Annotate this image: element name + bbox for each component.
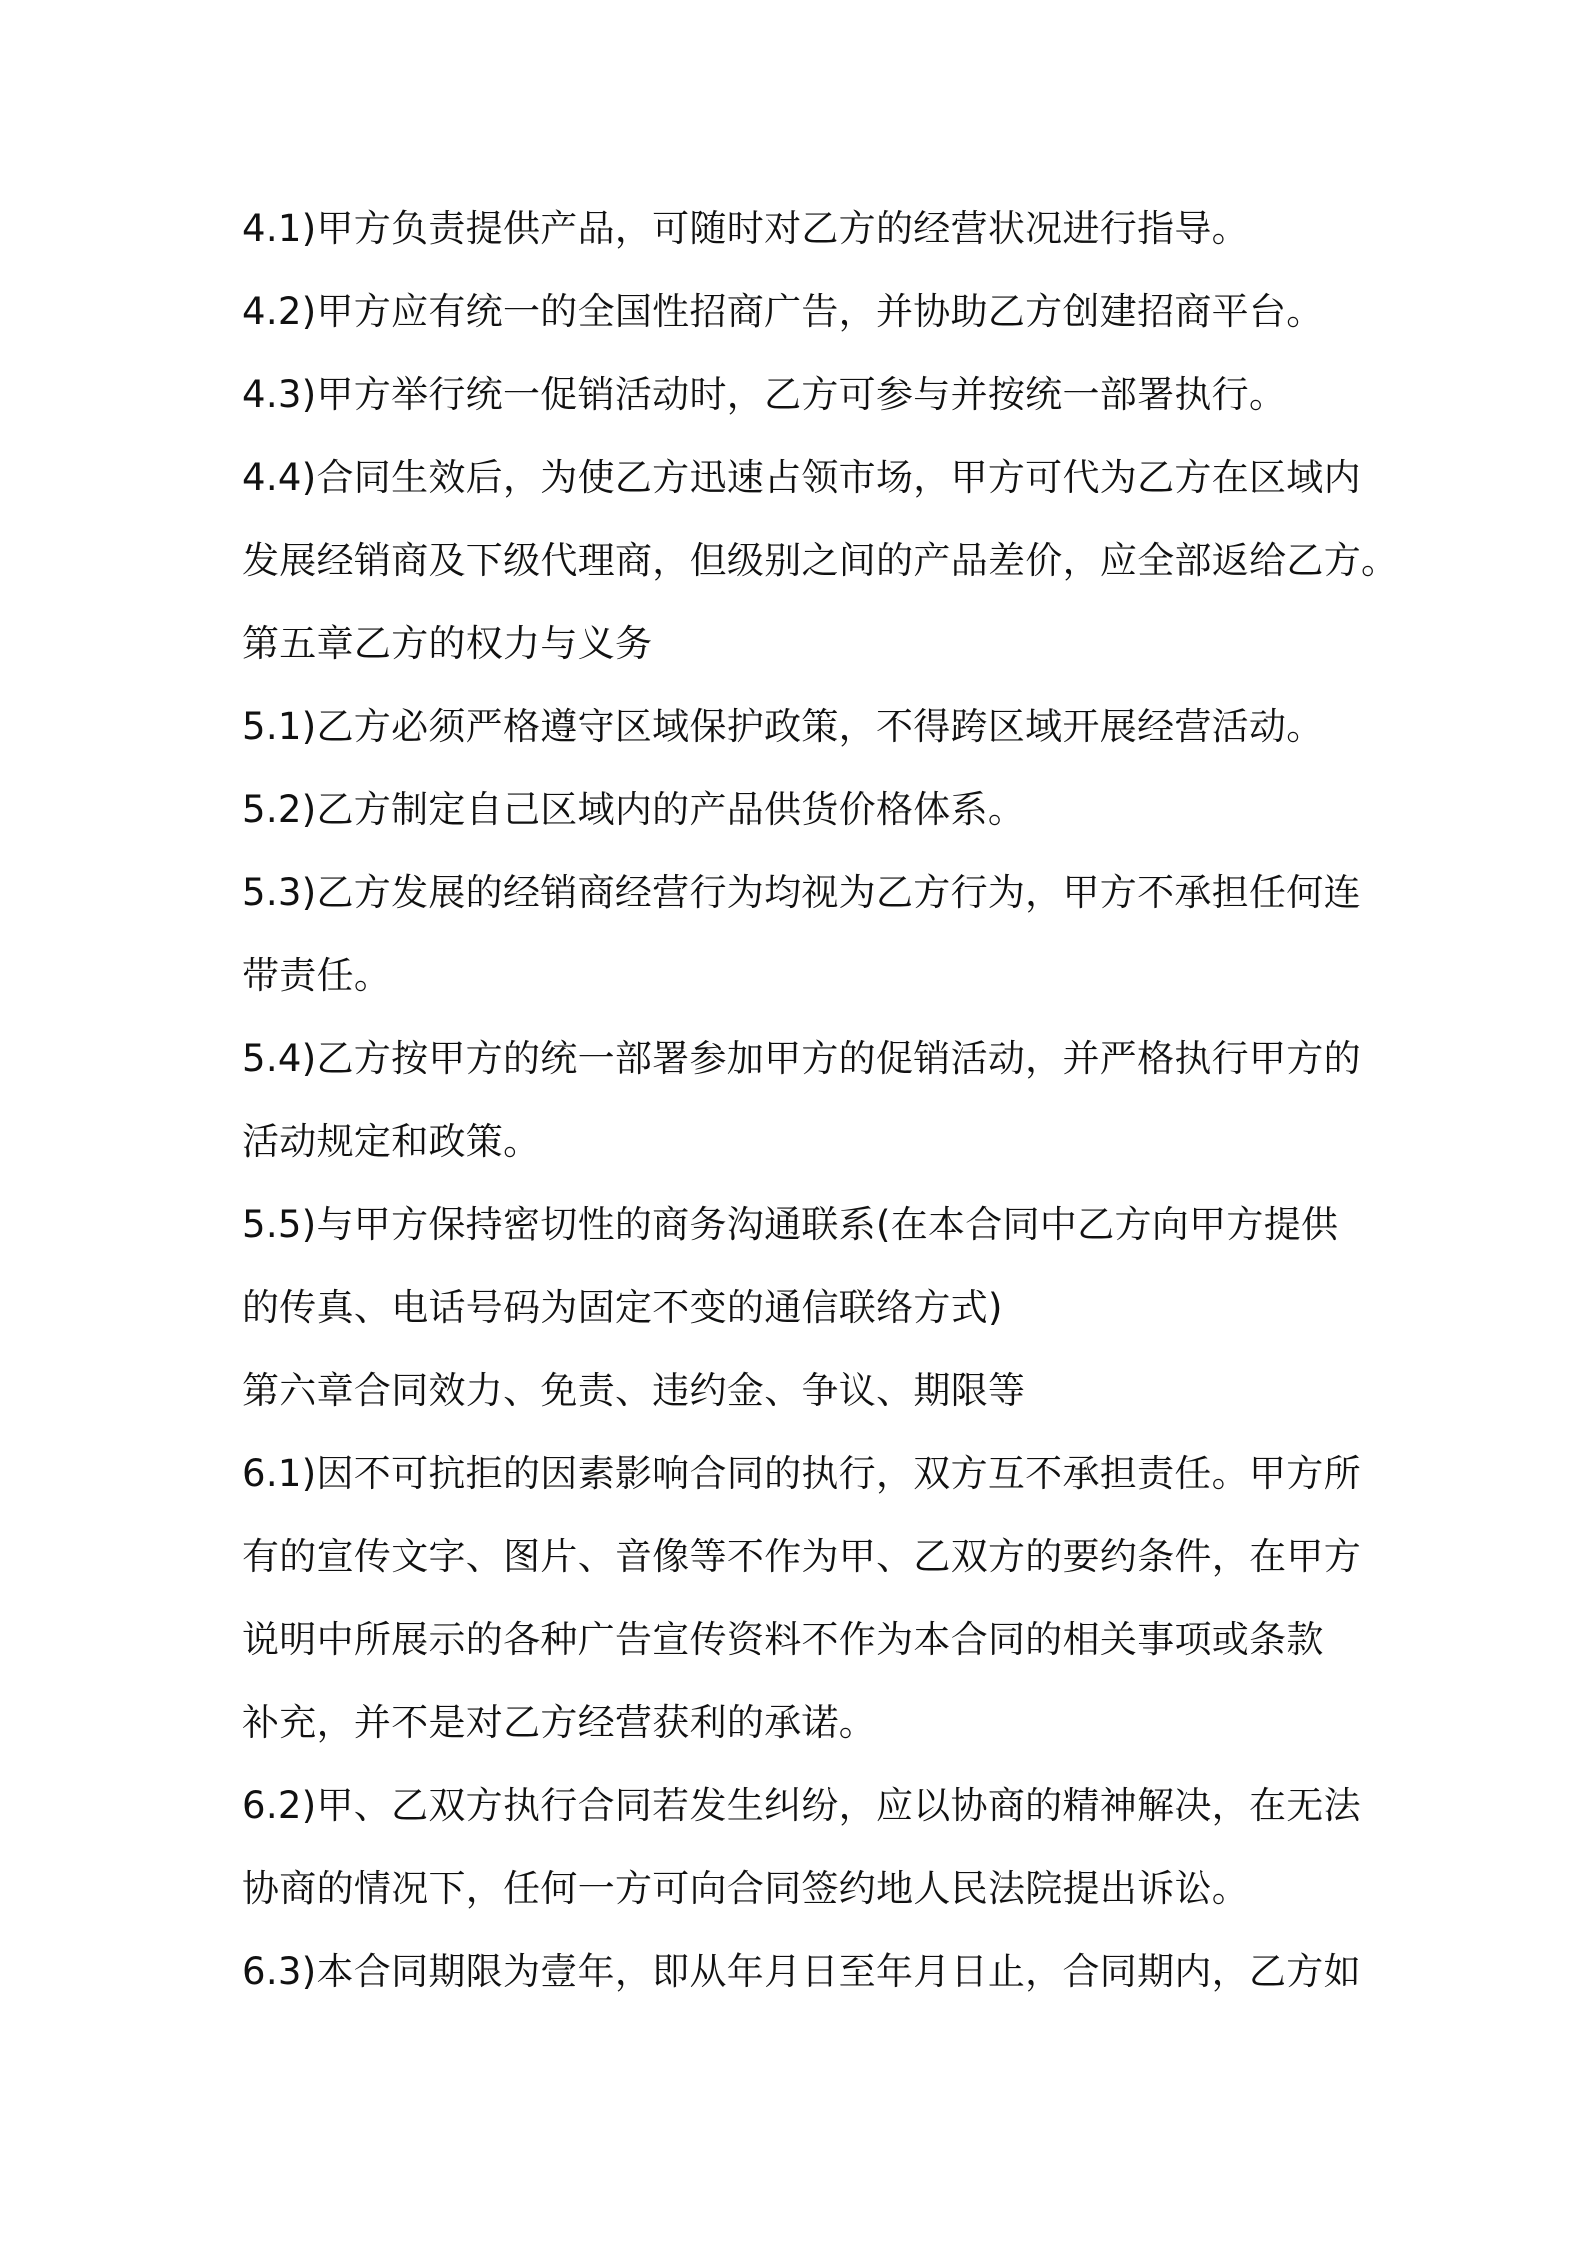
clause-4-3-line: 4.3)甲方举行统一促销活动时，乙方可参与并按统一部署执行。 xyxy=(242,373,1287,416)
clause-5-3-line-1: 5.3)乙方发展的经销商经营行为均视为乙方行为，甲方不承担任何连 xyxy=(242,871,1361,914)
clause-5-5-line-2: 的传真、电话号码为固定不变的通信联络方式) xyxy=(242,1286,1003,1329)
chapter-5-heading: 第五章乙方的权力与义务 xyxy=(242,622,653,665)
clause-5-4-line-2: 活动规定和政策。 xyxy=(242,1120,541,1163)
clause-4-4-line-1: 4.4)合同生效后，为使乙方迅速占领市场，甲方可代为乙方在区域内 xyxy=(242,456,1361,499)
chapter-6-heading: 第六章合同效力、免责、违约金、争议、期限等 xyxy=(242,1369,1026,1412)
clause-5-5-line-1: 5.5)与甲方保持密切性的商务沟通联系(在本合同中乙方向甲方提供 xyxy=(242,1203,1339,1246)
clause-6-3-line-1: 6.3)本合同期限为壹年，即从年月日至年月日止，合同期内，乙方如 xyxy=(242,1950,1361,1993)
document-page xyxy=(242,199,1399,2025)
clause-6-1-line-2: 有的宣传文字、图片、音像等不作为甲、乙双方的要约条件，在甲方 xyxy=(242,1535,1361,1578)
clause-4-2-line: 4.2)甲方应有统一的全国性招商广告，并协助乙方创建招商平台。 xyxy=(242,290,1324,333)
clause-6-1-line-1: 6.1)因不可抗拒的因素影响合同的执行，双方互不承担责任。甲方所 xyxy=(242,1452,1361,1495)
clause-5-2-line: 5.2)乙方制定自己区域内的产品供货价格体系。 xyxy=(242,788,1026,831)
clause-6-1-line-3: 说明中所展示的各种广告宣传资料不作为本合同的相关事项或条款 xyxy=(242,1618,1324,1661)
clause-5-1-line: 5.1)乙方必须严格遵守区域保护政策，不得跨区域开展经营活动。 xyxy=(242,705,1324,748)
clause-6-2-line-1: 6.2)甲、乙双方执行合同若发生纠纷，应以协商的精神解决，在无法 xyxy=(242,1784,1361,1827)
clause-5-4-line-1: 5.4)乙方按甲方的统一部署参加甲方的促销活动，并严格执行甲方的 xyxy=(242,1037,1361,1080)
clause-4-4-line-2: 发展经销商及下级代理商，但级别之间的产品差价，应全部返给乙方。 xyxy=(242,539,1399,582)
clause-5-3-line-2: 带责任。 xyxy=(242,954,392,997)
clause-6-1-line-4: 补充，并不是对乙方经营获利的承诺。 xyxy=(242,1701,877,1744)
clause-4-1-line: 4.1)甲方负责提供产品，可随时对乙方的经营状况进行指导。 xyxy=(242,207,1249,250)
clause-6-2-line-2: 协商的情况下，任何一方可向合同签约地人民法院提出诉讼。 xyxy=(242,1867,1250,1910)
